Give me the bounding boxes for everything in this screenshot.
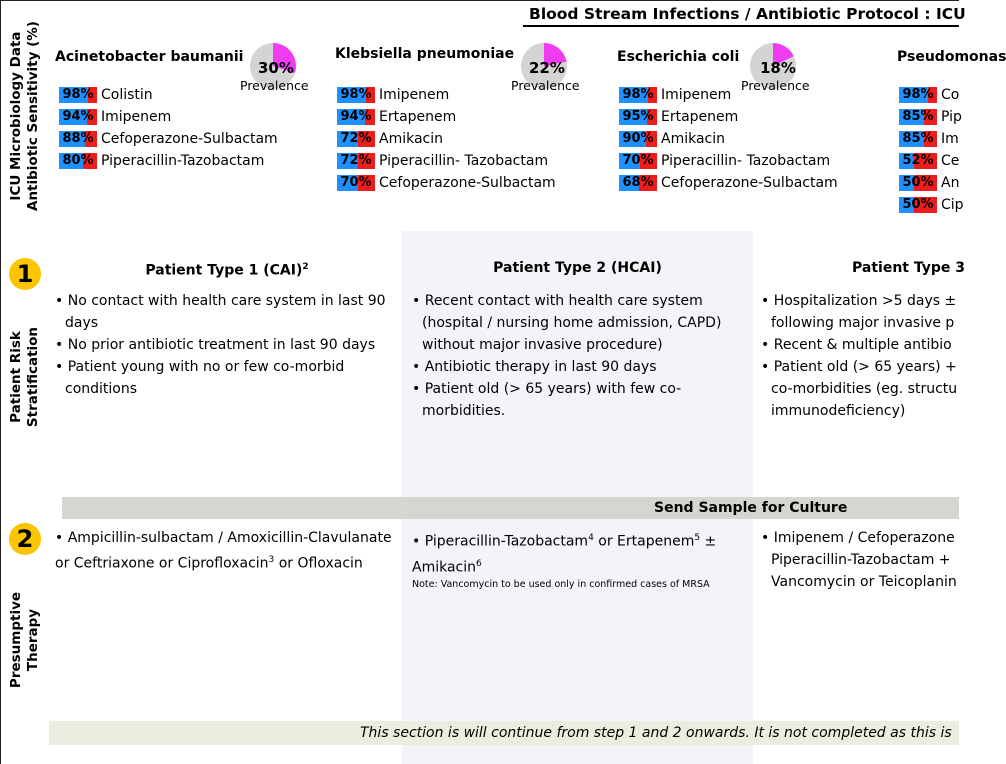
sensitivity-percent: 85% <box>902 109 934 124</box>
therapy-type-1: • Ampicillin-sulbactam / Amoxicillin-Clavulanate or Ceftriaxone or Ciprofloxacin$^3$ or Ofloxacin <box>55 530 392 572</box>
drug-name: Imipenem <box>379 87 450 103</box>
patient-type-3-criteria <box>761 290 959 422</box>
drug-name: Cip <box>941 197 964 213</box>
sensitivity-bar <box>337 175 375 191</box>
sensitivity-bar <box>337 153 375 169</box>
prevalence-value: 30% <box>258 59 294 77</box>
culture-band-text: Send Sample for Culture <box>654 500 848 516</box>
sensitivity-list <box>899 84 964 216</box>
sensitivity-list <box>619 84 838 194</box>
drug-name: An <box>941 175 960 191</box>
organism-name: Escherichia coli <box>617 49 740 65</box>
drug-sensitivity-row <box>59 128 278 150</box>
footnote-ref: 4 <box>588 533 594 543</box>
drug-name: Cefoperazone-Sulbactam <box>379 175 556 191</box>
title-text: Patient Type 1 (CAI) <box>145 262 303 279</box>
sensitivity-bar <box>899 175 937 191</box>
patient-type-3-title: Patient Type 3 <box>852 260 965 276</box>
criteria-item: • Antibiotic therapy in last 90 days <box>412 356 747 378</box>
drug-sensitivity-row <box>59 150 278 172</box>
sensitivity-list <box>59 84 278 172</box>
footer-text: This section is will continue from step 1 and 2 onwards. It is not completed as this is <box>360 725 952 741</box>
drug-sensitivity-row <box>337 106 556 128</box>
sensitivity-bar <box>899 197 937 213</box>
sensitivity-bar <box>619 109 657 125</box>
drug-sensitivity-row <box>59 84 278 106</box>
footnote-ref: 2 <box>302 262 309 272</box>
sensitivity-percent: 52% <box>902 153 934 168</box>
sensitivity-percent: 90% <box>622 131 654 146</box>
drug-sensitivity-row <box>337 150 556 172</box>
page-title: Blood Stream Infections / Antibiotic Protocol : ICU <box>523 0 959 27</box>
drug-name: Imipenem <box>661 87 732 103</box>
therapy-line: Piperacillin-Tazobactam + <box>771 552 951 568</box>
sensitivity-percent: 94% <box>340 109 372 124</box>
therapy-line: • Imipenem / Cefoperazone <box>761 530 955 546</box>
drug-sensitivity-row <box>619 150 838 172</box>
therapy-text: ± Amikacin <box>412 533 717 576</box>
section-label-therapy <box>8 590 42 690</box>
drug-sensitivity-row <box>899 128 964 150</box>
drug-name: Co <box>941 87 960 103</box>
drug-sensitivity-row <box>337 172 556 194</box>
sensitivity-percent: 72% <box>340 131 372 146</box>
prevalence-label: Prevalence <box>511 78 580 93</box>
section-label-risk <box>8 322 42 432</box>
culture-band <box>62 497 959 519</box>
criteria-item: • Patient old (> 65 years) with few co-morbidities. <box>412 378 747 422</box>
drug-name: Amikacin <box>661 131 726 147</box>
footnote-ref: 3 <box>268 555 275 565</box>
drug-sensitivity-row <box>337 128 556 150</box>
sensitivity-percent: 95% <box>622 109 654 124</box>
section-label-line: Antibiotic Sensitivity (%) <box>25 21 41 211</box>
footnote-ref: 5 <box>694 533 701 543</box>
sensitivity-percent: 98% <box>340 87 372 102</box>
sensitivity-bar <box>337 109 375 125</box>
sensitivity-percent: 50% <box>902 175 934 190</box>
sensitivity-percent: 70% <box>340 175 372 190</box>
sensitivity-percent: 85% <box>902 131 934 146</box>
criteria-item: • No prior antibiotic treatment in last 90 days <box>55 334 397 356</box>
therapy-line: Vancomycin or Teicoplanin <box>771 574 957 590</box>
therapy-text: Piperacillin-Tazobactam <box>424 533 589 550</box>
drug-sensitivity-row <box>899 172 964 194</box>
therapy-type-2: • Piperacillin-Tazobactam$^4$ or Ertapenem$^5$ ± Amikacin$^6$ Note: Vancomycin to be used only in confirmed cases of MRSA <box>412 527 748 592</box>
prevalence-label: Prevalence <box>240 78 309 93</box>
sensitivity-bar <box>337 131 375 147</box>
therapy-text: or Ofloxacin <box>274 555 363 572</box>
drug-name: Piperacillin- Tazobactam <box>661 153 831 169</box>
criteria-item: • Patient young with no or few co-morbid conditions <box>55 356 397 400</box>
criteria-item: • No contact with health care system in last 90 days <box>55 290 397 334</box>
section-label-line: Presumptive <box>8 591 24 689</box>
sensitivity-percent: 50% <box>902 197 934 212</box>
drug-name: Im <box>941 131 959 147</box>
criteria-item: • Recent & multiple antibio <box>761 334 959 356</box>
drug-name: Piperacillin-Tazobactam <box>101 153 265 169</box>
step-2-badge: 2 <box>9 523 41 555</box>
section-label-line: Therapy <box>25 608 41 672</box>
sensitivity-bar <box>59 153 97 169</box>
sensitivity-bar <box>619 131 657 147</box>
drug-sensitivity-row <box>337 84 556 106</box>
section-label-line: Stratification <box>25 326 41 428</box>
therapy-text: Imipenem / Cefoperazone <box>773 530 955 546</box>
drug-name: Ertapenem <box>379 109 457 125</box>
step-1-badge: 1 <box>9 258 41 290</box>
drug-name: Ertapenem <box>661 109 739 125</box>
drug-name: Piperacillin- Tazobactam <box>379 153 549 169</box>
organism-name: Klebsiella pneumoniae <box>335 46 515 62</box>
drug-sensitivity-row <box>899 106 964 128</box>
sensitivity-bar <box>619 153 657 169</box>
footer-note <box>49 721 959 745</box>
criteria-item: • Patient old (> 65 years) + co-morbidities (eg. structu immunodeficiency) <box>761 356 959 422</box>
drug-name: Imipenem <box>101 109 172 125</box>
criteria-item: • Hospitalization >5 days ± following major invasive p <box>761 290 959 334</box>
drug-sensitivity-row <box>619 172 838 194</box>
organism-name: Acinetobacter baumanii <box>55 49 244 65</box>
prevalence-label: Prevalence <box>741 78 810 93</box>
drug-name: Cefoperazone-Sulbactam <box>101 131 278 147</box>
sensitivity-list <box>337 84 556 194</box>
therapy-type-3 <box>761 527 959 593</box>
sensitivity-bar <box>619 175 657 191</box>
sensitivity-bar <box>337 87 375 103</box>
drug-sensitivity-row <box>899 194 964 216</box>
sensitivity-bar <box>899 109 937 125</box>
sensitivity-bar <box>899 153 937 169</box>
therapy-text: or Ertapenem <box>593 533 695 550</box>
drug-sensitivity-row <box>899 84 964 106</box>
sensitivity-bar <box>59 131 97 147</box>
sensitivity-percent: 70% <box>622 153 654 168</box>
sensitivity-bar <box>899 131 937 147</box>
section-label-line: ICU Microbiology Data <box>8 31 24 201</box>
drug-name: Ce <box>941 153 960 169</box>
sensitivity-bar <box>899 87 937 103</box>
sensitivity-percent: 98% <box>902 87 934 102</box>
sensitivity-percent: 98% <box>62 87 94 102</box>
prevalence-value: 22% <box>529 59 565 77</box>
sensitivity-bar <box>59 109 97 125</box>
sensitivity-percent: 72% <box>340 153 372 168</box>
patient-type-2-criteria <box>412 290 747 422</box>
prevalence-value: 18% <box>760 59 796 77</box>
section-label-microbiology <box>8 16 42 216</box>
patient-type-1-title <box>62 262 392 279</box>
sensitivity-percent: 88% <box>62 131 94 146</box>
drug-name: Pip <box>941 109 962 125</box>
sensitivity-bar <box>619 87 657 103</box>
sensitivity-bar <box>59 87 97 103</box>
drug-name: Cefoperazone-Sulbactam <box>661 175 838 191</box>
sensitivity-percent: 98% <box>622 87 654 102</box>
criteria-item: • Recent contact with health care system (hospital / nursing home admission, CAPD) without major invasive procedure) <box>412 290 747 356</box>
patient-type-2-title: Patient Type 2 (HCAI) <box>493 260 662 276</box>
therapy-text: Ampicillin-sulbactam / Amoxicillin-Clavulanate or Ceftriaxone or Ciprofloxacin <box>55 530 392 572</box>
drug-name: Amikacin <box>379 131 444 147</box>
patient-type-1-criteria <box>55 290 397 400</box>
sensitivity-percent: 68% <box>622 175 654 190</box>
vancomycin-note: Note: Vancomycin to be used only in confirmed cases of MRSA <box>412 579 710 591</box>
sensitivity-percent: 80% <box>62 153 94 168</box>
drug-sensitivity-row <box>619 106 838 128</box>
drug-sensitivity-row <box>619 84 838 106</box>
sensitivity-percent: 94% <box>62 109 94 124</box>
drug-sensitivity-row <box>619 128 838 150</box>
footnote-ref: 6 <box>476 558 482 569</box>
organism-name: Pseudomonas <box>897 49 1006 65</box>
drug-sensitivity-row <box>899 150 964 172</box>
section-label-line: Patient Risk <box>8 331 24 423</box>
drug-name: Colistin <box>101 87 153 103</box>
drug-sensitivity-row <box>59 106 278 128</box>
